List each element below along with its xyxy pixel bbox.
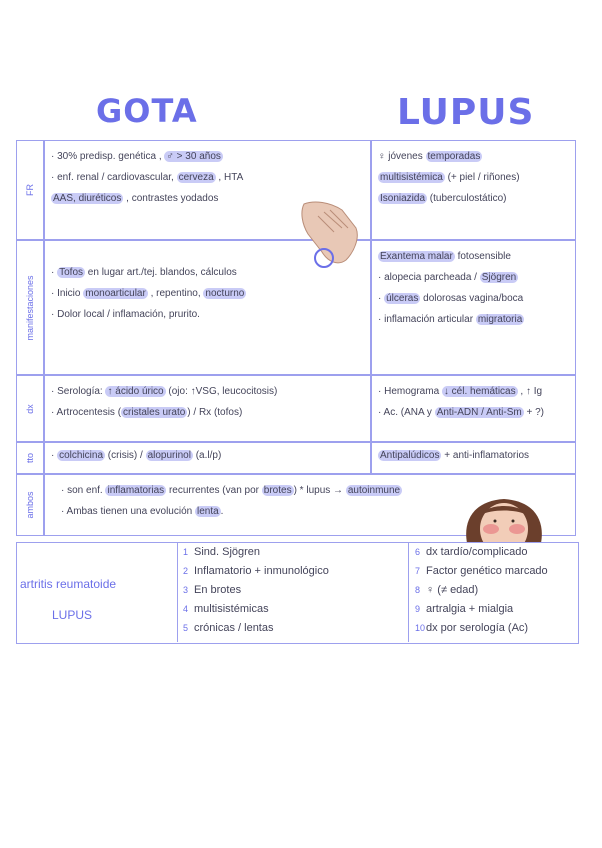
item-number: 1 [183, 547, 189, 557]
item-text: Sind. Sjögren [194, 546, 261, 558]
face-illustration-icon [461, 497, 547, 543]
hand-illustration-icon [300, 198, 360, 270]
highlighted-text: cristales urato [123, 407, 186, 418]
list-item [183, 600, 408, 619]
title-lupus: LUPUS [397, 92, 535, 133]
note-line [378, 385, 569, 398]
note-line [51, 406, 364, 419]
note-text: (ojo: ↑VSG, leucocitosis) [165, 386, 278, 397]
item-number: 2 [183, 566, 189, 576]
row-label-text: ambos [25, 491, 35, 519]
note-text: ) / Rx (tofos) [187, 407, 243, 418]
note-text: · [51, 450, 58, 461]
note-text: ) * lupus → [293, 485, 346, 496]
row-label-fr [16, 140, 44, 240]
item-text: ♀ (≠ edad) [426, 584, 479, 596]
row-manifestaciones [16, 240, 576, 375]
note-text: (crisis) / [105, 450, 146, 461]
highlighted-text: inflamatorias [107, 485, 165, 496]
row-label-tto [16, 442, 44, 474]
row-label-manifestaciones [16, 240, 44, 375]
item-number: 3 [183, 585, 189, 595]
highlighted-text: autoinmune [347, 485, 401, 496]
note-line [378, 406, 569, 419]
note-text: · Serología: [51, 386, 106, 397]
row-label-ambos [16, 474, 44, 536]
note-line [378, 150, 569, 163]
row-label-dx [16, 375, 44, 442]
note-line [378, 313, 569, 326]
highlighted-text: multisistémica [380, 172, 443, 183]
item-number: 5 [183, 623, 189, 633]
highlighted-text: AAS, diuréticos [53, 193, 122, 204]
item-text: Factor genético marcado [426, 565, 548, 577]
note-text: · enf. renal / cardiovascular, [51, 172, 177, 183]
note-text: dolorosas vagina/boca [420, 293, 524, 304]
note-line [378, 171, 569, 184]
item-text: artralgia + mialgia [426, 603, 514, 615]
list-item [183, 562, 408, 581]
note-text: (a.l/p) [192, 450, 222, 461]
note-text: , HTA [215, 172, 244, 183]
lupus-manifestaciones-cell [371, 240, 576, 375]
highlighted-text: Sjögren [481, 272, 517, 283]
note-line [51, 449, 364, 462]
list-item [415, 543, 577, 562]
highlighted-text: temporadas [427, 151, 481, 162]
note-text: recurrentes (van por [166, 485, 262, 496]
common-features-list-1 [177, 543, 409, 642]
row-label-text: tto [25, 452, 35, 464]
note-text: · [378, 293, 385, 304]
list-item [415, 619, 577, 638]
highlighted-text: lenta [196, 506, 219, 517]
label-lupus: LUPUS [52, 608, 93, 622]
highlighted-text: colchicina [59, 450, 104, 461]
note-line [51, 171, 364, 184]
note-text: · son enf. [61, 485, 106, 496]
item-text: crónicas / lentas [194, 622, 274, 634]
note-text: (+ piel / riñones) [444, 172, 520, 183]
lupus-tto-cell [371, 442, 576, 474]
item-text: multisistémicas [194, 603, 269, 615]
row-tto [16, 442, 576, 474]
label-artritis: artritis reumatoide [20, 577, 117, 591]
note-text: · Hemograma [378, 386, 442, 397]
note-text: , repentino, [147, 288, 204, 299]
list-item [415, 600, 577, 619]
row-label-text: FR [25, 184, 35, 196]
highlighted-text: alopurinol [147, 450, 191, 461]
common-features-list-2 [409, 543, 577, 642]
highlighted-text: nocturno [205, 288, 245, 299]
item-number: 7 [415, 566, 421, 576]
note-line [378, 250, 569, 263]
note-line [378, 449, 569, 462]
row-dx [16, 375, 576, 442]
note-text: . [220, 506, 224, 517]
item-number: 8 [415, 585, 421, 595]
note-text: · Artrocentesis ( [51, 407, 122, 418]
note-text: fotosensible [454, 251, 511, 262]
lupus-dx-cell [371, 375, 576, 442]
common-features-box [16, 542, 579, 644]
row-fr [16, 140, 576, 240]
list-item [183, 581, 408, 600]
note-text: , contrastes yodados [123, 193, 219, 204]
note-line [378, 192, 569, 205]
note-text: · [51, 267, 58, 278]
note-text: · inflamación articular [378, 314, 476, 325]
note-text: (tuberculostático) [427, 193, 507, 204]
note-text: , ↑ Ig [517, 386, 543, 397]
note-text: + anti-inflamatorios [441, 450, 530, 461]
item-number: 10 [415, 623, 426, 633]
note-line [378, 271, 569, 284]
note-text: · 30% predisp. genética , [51, 151, 165, 162]
note-text: · Ac. (ANA y [378, 407, 435, 418]
item-number: 9 [415, 604, 421, 614]
highlighted-text: ♂ > 30 años [166, 151, 221, 162]
item-text: dx tardío/complicado [426, 546, 528, 558]
item-number: 4 [183, 604, 189, 614]
highlighted-text: cerveza [178, 172, 214, 183]
highlighted-text: Isoniazida [380, 193, 426, 204]
row-label-text: dx [25, 403, 35, 414]
highlighted-text: Anti-ADN / Anti-Sm [436, 407, 522, 418]
note-text: · alopecia parcheada / [378, 272, 480, 283]
comparison-labels [17, 543, 178, 642]
note-line [51, 287, 364, 300]
list-item [415, 562, 577, 581]
item-number: 6 [415, 547, 421, 557]
note-text: · Dolor local / inflamación, prurito. [51, 309, 200, 320]
highlighted-text: ↑ ácido úrico [107, 386, 164, 397]
row-label-text: manifestaciones [25, 274, 35, 341]
item-text: Inflamatorio + inmunológico [194, 565, 329, 577]
note-line [51, 150, 364, 163]
highlighted-text: brotes [263, 485, 292, 496]
note-line [378, 292, 569, 305]
note-text: · Ambas tienen una evolución [61, 506, 195, 517]
list-item [183, 543, 408, 562]
list-item [183, 619, 408, 638]
note-line [61, 484, 569, 497]
gota-tto-cell [44, 442, 371, 474]
note-text: · Inicio [51, 288, 84, 299]
lupus-fr-cell [371, 140, 576, 240]
item-text: En brotes [194, 584, 242, 596]
note-text: en lugar art./tej. blandos, cálculos [85, 267, 237, 278]
highlighted-text: migratoria [477, 314, 523, 325]
title-gota: GOTA [96, 92, 198, 130]
list-item [415, 581, 577, 600]
note-line [51, 385, 364, 398]
note-line [51, 308, 364, 321]
note-text: ♀ jóvenes [378, 151, 426, 162]
highlighted-text: ↓ cél. hemáticas [443, 386, 516, 397]
highlighted-text: monoarticular [85, 288, 146, 299]
gota-dx-cell [44, 375, 371, 442]
note-text: + ?) [523, 407, 545, 418]
highlighted-text: Antipalúdicos [380, 450, 440, 461]
item-text: dx por serología (Ac) [426, 622, 529, 634]
highlighted-text: úlceras [386, 293, 419, 304]
highlighted-text: Tofos [59, 267, 84, 278]
highlighted-text: Exantema malar [380, 251, 453, 262]
comparison-table [16, 140, 576, 536]
